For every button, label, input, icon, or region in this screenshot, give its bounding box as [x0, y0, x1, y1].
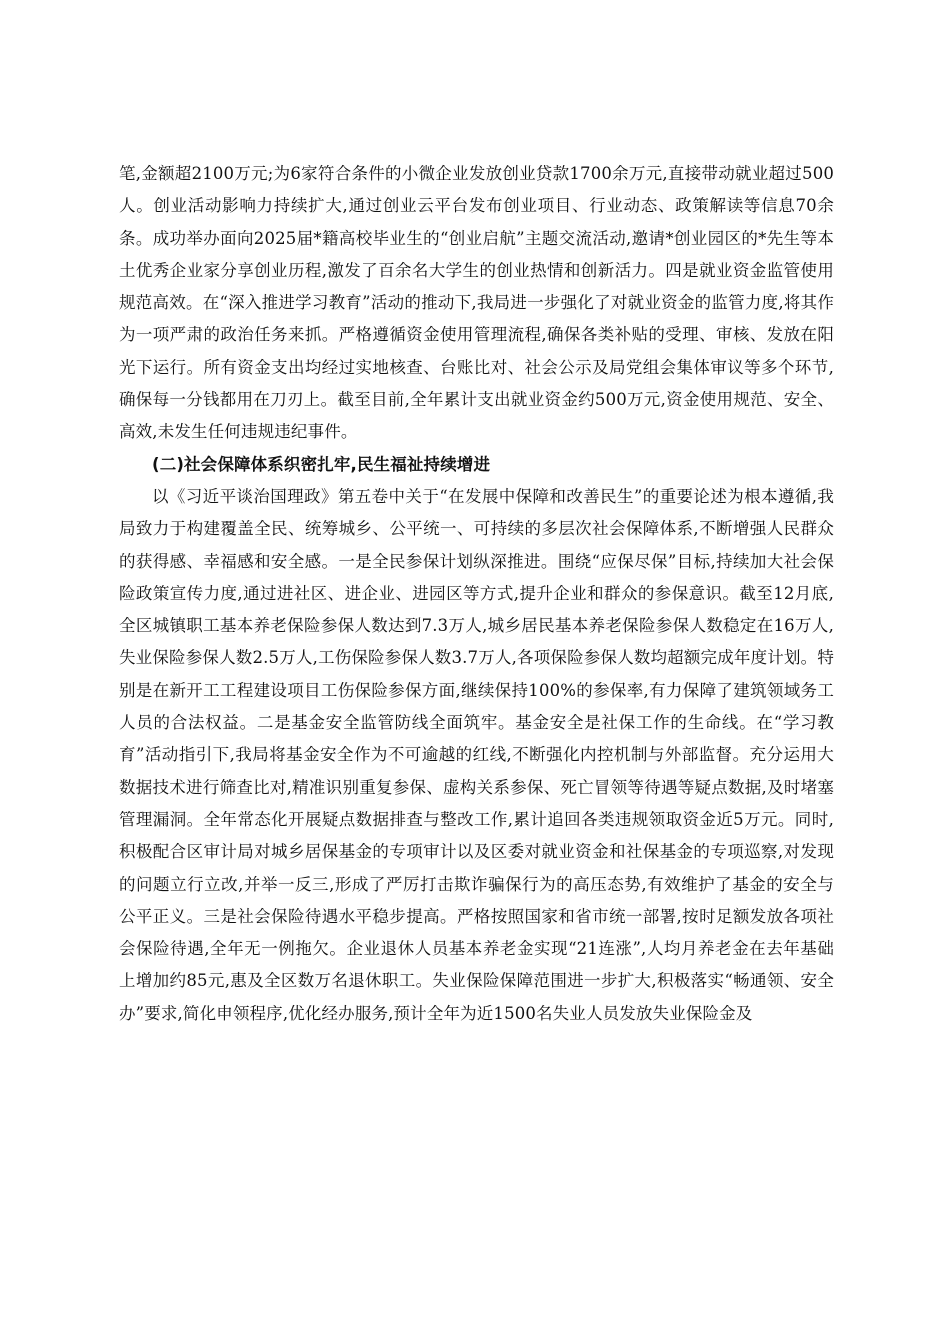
body-paragraph-employment-funds: 笔,金额超2100万元;为6家符合条件的小微企业发放创业贷款1700余万元,直接带动就业超过500人。创业活动影响力持续扩大,通过创业云平台发布创业项目、行业动态、政策解读等信息70余条。成功举办面向2025届*籍高校毕业生的“创业启航”主题交流活动,邀请*创业园区的*先生等本土优秀企业家分享创业历程,激发了百余名大学生的创业热情和创新活力。四是就业资金监管使用规范高效。在“深入推进学习教育”活动的推动下,我局进一步强化了对就业资金的监管力度,将其作为一项严肃的政治任务来抓。严格遵循资金使用管理流程,确保各类补贴的受理、审核、发放在阳光下运行。所有资金支出均经过实地核查、台账比对、社会公示及局党组会集体审议等多个环节,确保每一分钱都用在刀刃上。截至目前,全年累计支出就业资金约500万元,资金使用规范、安全、高效,未发生任何违规违纪事件。: [119, 164, 834, 442]
body-paragraph-social-security: 以《习近平谈治国理政》第五卷中关于“在发展中保障和改善民生”的重要论述为根本遵循,我局致力于构建覆盖全民、统筹城乡、公平统一、可持续的多层次社会保障体系,不断增强人民群众的获得感、幸福感和安全感。一是全民参保计划纵深推进。围绕“应保尽保”目标,持续加大社会保险政策宣传力度,通过进社区、进企业、进园区等方式,提升企业和群众的参保意识。截至12月底,全区城镇职工基本养老保险参保人数达到7.3万人,城乡居民基本养老保险参保人数稳定在16万人,失业保险参保人数2.5万人,工伤保险参保人数3.7万人,各项保险参保人数均超额完成年度计划。特别是在新开工工程建设项目工伤保险参保方面,继续保持100%的参保率,有力保障了建筑领域务工人员的合法权益。二是基金安全监管防线全面筑牢。基金安全是社保工作的生命线。在“学习教育”活动指引下,我局将基金安全作为不可逾越的红线,不断强化内控机制与外部监督。充分运用大数据技术进行筛查比对,精准识别重复参保、虚构关系参保、死亡冒领等待遇等疑点数据,及时堵塞管理漏洞。全年常态化开展疑点数据排查与整改工作,累计追回各类违规领取资金近5万元。同时,积极配合区审计局对城乡居保基金的专项审计以及区委对就业资金和社保基金的专项巡察,对发现的问题立行立改,并举一反三,形成了严厉打击欺诈骗保行为的高压态势,有效维护了基金的安全与公平正义。三是社会保险待遇水平稳步提高。严格按照国家和省市统一部署,按时足额发放各项社会保险待遇,全年无一例拖欠。企业退休人员基本养老金实现“21连涨”,人均月养老金在去年基础上增加约85元,惠及全区数万名退休职工。失业保险保障范围进一步扩大,积极落实“畅通领、安全办”要求,简化申领程序,优化经办服务,预计全年为近1500名失业人员发放失业保险金及: [119, 486, 834, 1023]
section-heading-social-security: (二)社会保障体系织密扎牢,民生福祉持续增进: [152, 454, 491, 474]
document-page: [119, 158, 834, 1030]
